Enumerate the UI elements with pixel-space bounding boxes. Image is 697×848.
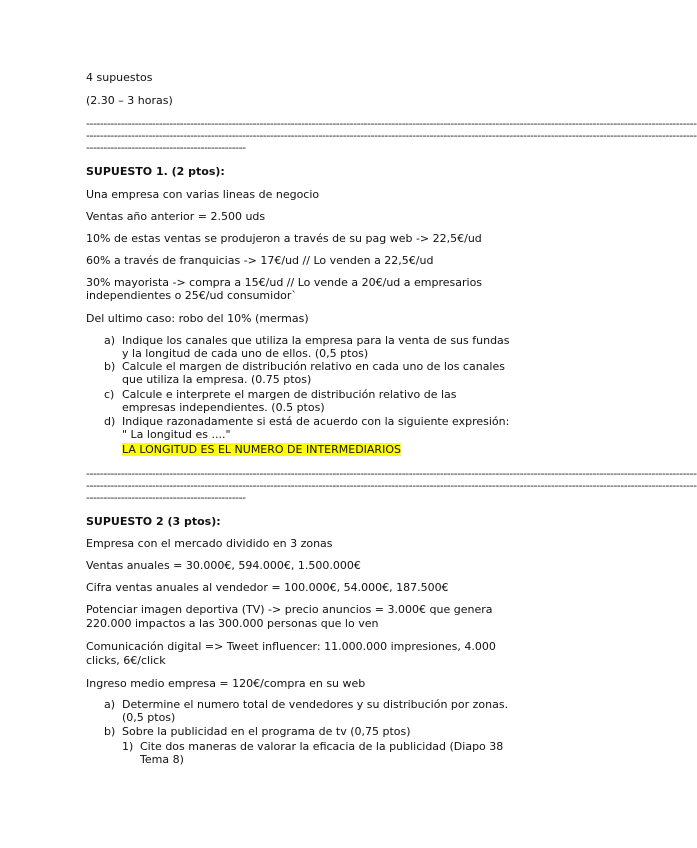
list-marker: d) [104,415,116,428]
list-marker: 1) [122,740,134,753]
s1-question-b: Calcule el margen de distribución relativo en cada uno de los canales [122,360,505,373]
separator-line: -------------------------------------------------------------------------------------------------------------------------------------------------------------------------------- [86,117,697,130]
separator-line: ---------------------------------------------- [86,491,246,504]
s1-paragraph: Una empresa con varias lineas de negocio [86,188,320,201]
s1-question-d: " La longitud es ...." [122,428,231,441]
s2-title: SUPUESTO 2 (3 ptos): [86,515,221,528]
s1-paragraph: 30% mayorista -> compra a 15€/ud // Lo vende a 20€/ud a empresarios [86,276,483,289]
header-line-1: 4 supuestos [86,71,153,84]
s2-paragraph: Cifra ventas anuales al vendedor = 100.000€, 54.000€, 187.500€ [86,581,449,594]
s2-question-a: Determine el numero total de vendedores y su distribución por zonas. [122,698,509,711]
separator-line: -------------------------------------------------------------------------------------------------------------------------------------------------------------------------------- [86,479,697,492]
s2-paragraph: Potenciar imagen deportiva (TV) -> precio anuncios = 3.000€ que genera [86,603,493,616]
s2-question-b: Sobre la publicidad en el programa de tv (0,75 ptos) [122,725,411,738]
s2-paragraph: 220.000 impactos a las 300.000 personas que lo ven [86,617,379,630]
s2-question-a: (0,5 ptos) [122,711,176,724]
highlighted-answer: LA LONGITUD ES EL NUMERO DE INTERMEDIARIOS [122,443,401,456]
highlighted-answer-row [122,443,401,456]
s2-subquestion-1: Cite dos maneras de valorar la eficacia de la publicidad (Diapo 38 [140,740,504,753]
s1-paragraph: Del ultimo caso: robo del 10% (mermas) [86,312,309,325]
list-marker: a) [104,334,116,347]
list-marker: c) [104,388,115,401]
s1-question-b: que utiliza la empresa. (0.75 ptos) [122,373,312,386]
list-marker: a) [104,698,116,711]
separator-line: -------------------------------------------------------------------------------------------------------------------------------------------------------------------------------- [86,467,697,480]
separator-line: ---------------------------------------------- [86,141,246,154]
separator-line: -------------------------------------------------------------------------------------------------------------------------------------------------------------------------------- [86,129,697,142]
s1-title: SUPUESTO 1. (2 ptos): [86,165,225,178]
s1-question-c: Calcule e interprete el margen de distribución relativo de las [122,388,457,401]
s2-paragraph: Ingreso medio empresa = 120€/compra en su web [86,677,366,690]
s1-question-a: Indique los canales que utiliza la empresa para la venta de sus fundas [122,334,510,347]
s2-subquestion-1: Tema 8) [140,753,184,766]
s1-paragraph: 10% de estas ventas se produjeron a través de su pag web -> 22,5€/ud [86,232,482,245]
s1-question-d: Indique razonadamente si está de acuerdo con la siguiente expresión: [122,415,510,428]
s1-paragraph: 60% a través de franquicias -> 17€/ud // Lo venden a 22,5€/ud [86,254,434,267]
s1-question-c: empresas independientes. (0.5 ptos) [122,401,325,414]
header-line-2: (2.30 – 3 horas) [86,94,173,107]
s2-paragraph: Comunicación digital => Tweet influencer: 11.000.000 impresiones, 4.000 [86,640,496,653]
s2-paragraph: Empresa con el mercado dividido en 3 zonas [86,537,333,550]
s2-paragraph: Ventas anuales = 30.000€, 594.000€, 1.500.000€ [86,559,361,572]
s1-paragraph: independientes o 25€/ud consumidor` [86,289,297,302]
list-marker: b) [104,360,116,373]
s2-paragraph: clicks, 6€/click [86,654,166,667]
list-marker: b) [104,725,116,738]
s1-paragraph: Ventas año anterior = 2.500 uds [86,210,266,223]
s1-question-a: y la longitud de cada uno de ellos. (0,5 ptos) [122,347,369,360]
